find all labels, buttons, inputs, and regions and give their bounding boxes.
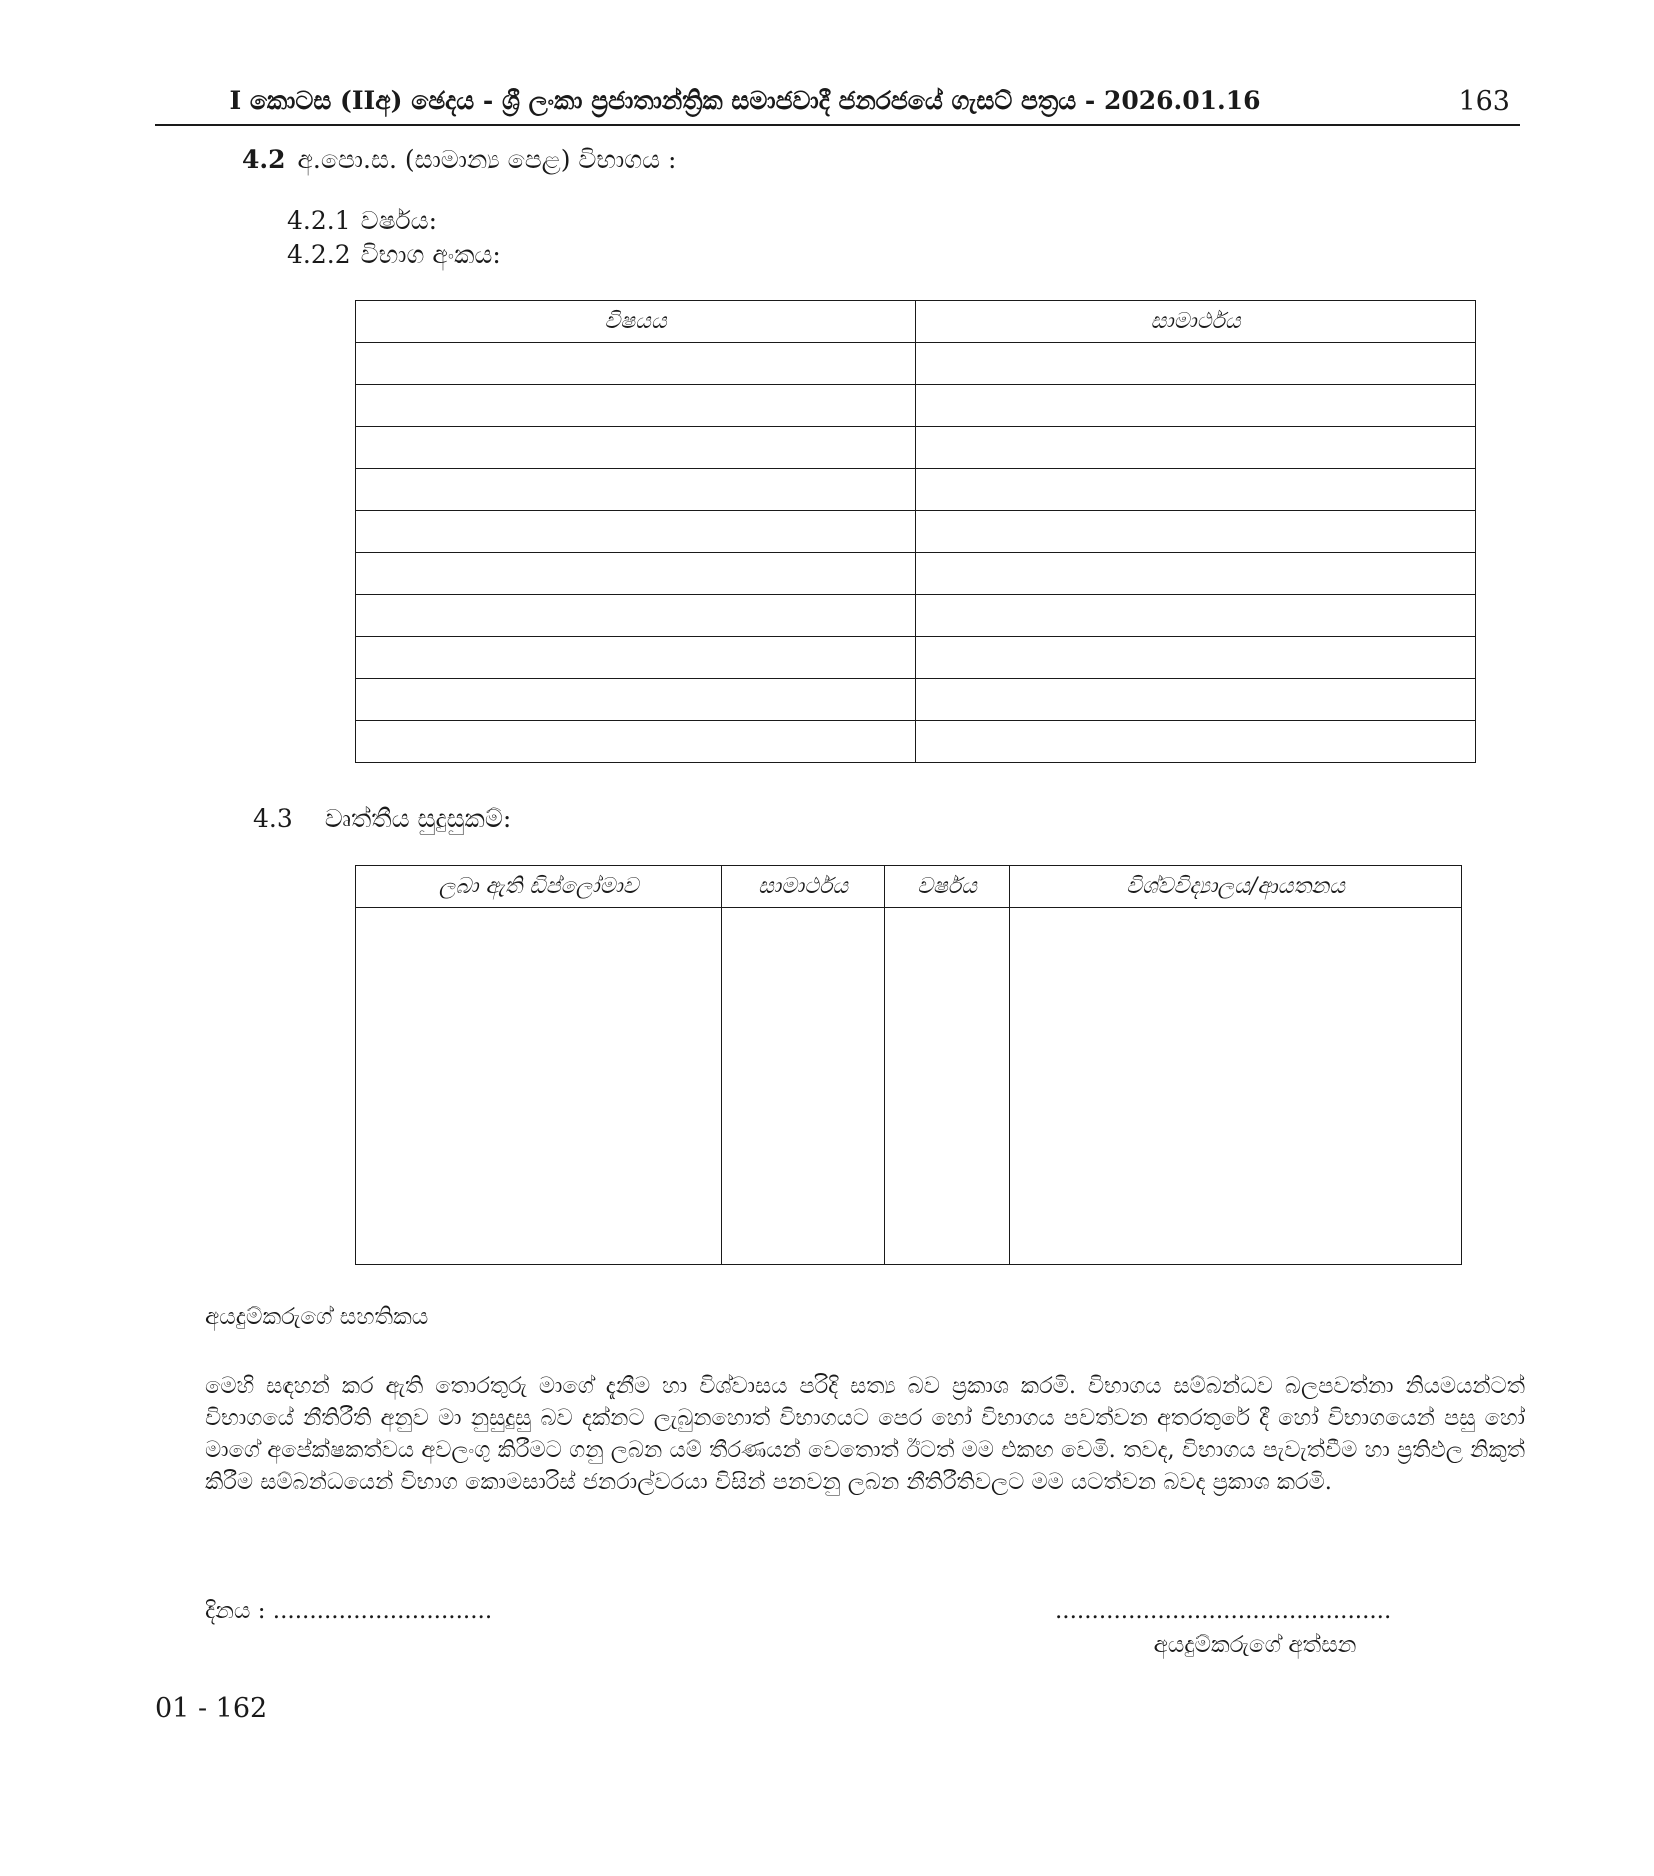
year-field: [287, 206, 437, 236]
header-divider: [155, 124, 1520, 126]
table-row: [356, 637, 1476, 679]
subject-cell[interactable]: [356, 721, 916, 763]
exam-number-label: විභාග අංකය:: [360, 240, 501, 269]
year-cell[interactable]: [885, 908, 1010, 1265]
certificate-body: මෙහි සඳහන් කර ඇති තොරතුරු මාගේ දැනීම හා විශ්වාසය පරිදි සත්‍ය බව ප්‍රකාශ කරමි. විභාගය සම්බන්ධව බලපවත්නා නියමයන්ටත් විභාගයේ නීතිරීති අනුව මා නුසුදුසු බව දක්නට ලැබුනහොත් විභාගයට පෙර හෝ විභාගය පවත්වන අතරතුරේ දී හෝ විභාගයෙන් පසු හෝ මාගේ අපේක්ෂකත්වය අවලංගු කිරීමට ගනු ලබන යම් තීරණයන් වෙතොත් ඊටත් මම එකඟ වෙමි. තවද, විභාගය පැවැත්වීම හා ප්‍රතිඵල නිකුත් කිරීම සම්බන්ධයෙන් විභාග කොමසාරිස් ජනරාල්වරයා විසින් පනවනු ලබන නීතිරීතිවලට මම යටත්වන බවද ප්‍රකාශ කරමි.: [205, 1373, 1525, 1495]
pass-cell[interactable]: [916, 385, 1476, 427]
pass-cell[interactable]: [916, 343, 1476, 385]
institution-cell[interactable]: [1010, 908, 1462, 1265]
table-row: [356, 385, 1476, 427]
page-number: 163: [1458, 86, 1510, 117]
section-4-3-number: 4.3: [253, 804, 293, 833]
subject-cell[interactable]: [356, 553, 916, 595]
section-4-3-title: වෘත්තීය සුදුසුකම්:: [324, 804, 512, 833]
section-4-3-heading: [253, 804, 511, 834]
table-header-row: [356, 866, 1462, 908]
pass-cell[interactable]: [722, 908, 885, 1265]
signature-line[interactable]: ..............................................: [1055, 1598, 1392, 1624]
table-row: [356, 511, 1476, 553]
gazette-header-title: I කොටස (IIඅ) ඡෙදය - ශ්‍රී ලංකා ප්‍රජාතාන්ත්‍රික සමාජවාදී ජනරජයේ ගැසට් පත්‍රය - 2026.01.16: [229, 86, 1261, 115]
pass-column-header: සාමාර්ථය: [916, 301, 1476, 343]
subject-cell[interactable]: [356, 469, 916, 511]
table-row: [356, 469, 1476, 511]
section-4-2-number: 4.2: [242, 145, 286, 174]
signature-label: අයදුම්කරුගේ අත්සන: [1153, 1632, 1357, 1658]
table-row: [356, 343, 1476, 385]
diploma-column-header: ලබා ඇති ඩිප්ලෝමාව: [356, 866, 722, 908]
subject-column-header: විෂයය: [356, 301, 916, 343]
certificate-title: අයදුම්කරුගේ සහතිකය: [205, 1304, 429, 1330]
table-row: [356, 427, 1476, 469]
sub-4-2-2-number: 4.2.2: [287, 240, 351, 269]
diploma-cell[interactable]: [356, 908, 722, 1265]
pass-cell[interactable]: [916, 511, 1476, 553]
section-4-2-heading: [242, 145, 676, 175]
year-column-header: වර්ෂය: [885, 866, 1010, 908]
exam-number-field: [287, 240, 501, 270]
professional-qualifications-table: [355, 865, 1462, 1265]
table-row: [356, 908, 1462, 1265]
pass-cell[interactable]: [916, 427, 1476, 469]
institution-column-header: විශ්වවිද්‍යාලය/ආයතනය: [1010, 866, 1462, 908]
table-row: [356, 595, 1476, 637]
table-header-row: [356, 301, 1476, 343]
pass-cell[interactable]: [916, 637, 1476, 679]
subject-cell[interactable]: [356, 679, 916, 721]
pass-cell[interactable]: [916, 679, 1476, 721]
subject-cell[interactable]: [356, 427, 916, 469]
pass-column-header: සාමාර්ථය: [722, 866, 885, 908]
table-row: [356, 721, 1476, 763]
year-label: වර්ෂය:: [360, 206, 438, 235]
subject-cell[interactable]: [356, 343, 916, 385]
ol-results-table: [355, 300, 1476, 763]
subject-cell[interactable]: [356, 637, 916, 679]
date-field[interactable]: දිනය : ..............................: [205, 1598, 493, 1624]
subject-cell[interactable]: [356, 385, 916, 427]
table-row: [356, 679, 1476, 721]
subject-cell[interactable]: [356, 595, 916, 637]
pass-cell[interactable]: [916, 469, 1476, 511]
pass-cell[interactable]: [916, 721, 1476, 763]
sub-4-2-1-number: 4.2.1: [287, 206, 351, 235]
subject-cell[interactable]: [356, 511, 916, 553]
pass-cell[interactable]: [916, 553, 1476, 595]
section-4-2-title: අ.පො.ස. (සාමාන්‍ය පෙළ) විභාගය :: [297, 145, 677, 174]
document-reference: 01 - 162: [155, 1693, 268, 1724]
pass-cell[interactable]: [916, 595, 1476, 637]
table-row: [356, 553, 1476, 595]
